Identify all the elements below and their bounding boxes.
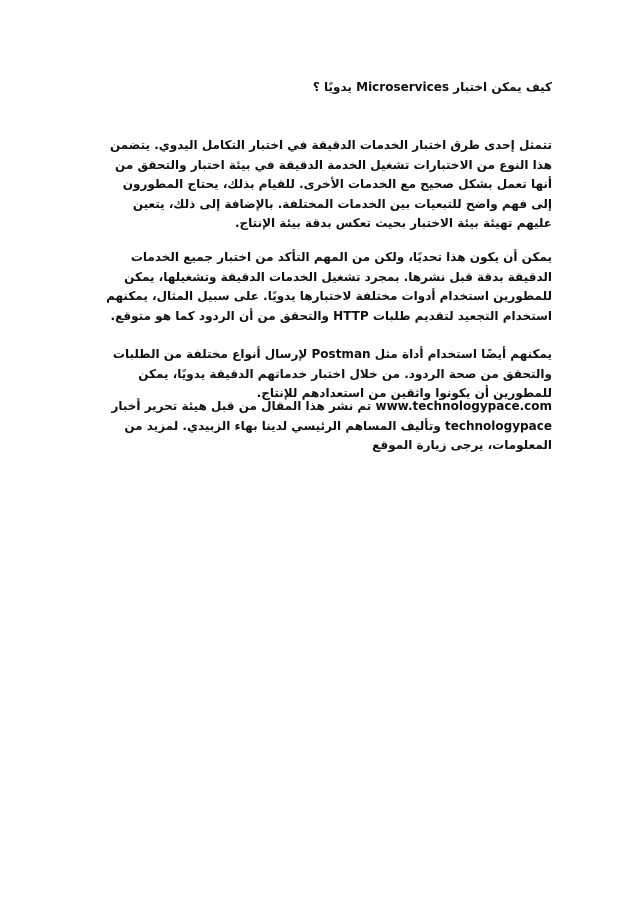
paragraph3-term: Postman [311,347,371,361]
paragraph-manual-tools [98,248,552,326]
heading-before: كيف يمكن اختبار [453,80,552,94]
paragraph2-term: HTTP [333,308,369,323]
paragraph4-after: وتأليف المساهم الرئيسي لدينا بهاء الزبيدي. لمزيد من المعلومات، يرجى زيارة الموقع [124,418,552,452]
heading-term: Microservices [356,80,449,94]
document-heading [98,78,552,98]
heading-after: يدويًا ؟ [312,80,352,94]
paragraph-publisher-note [98,397,552,456]
paragraph-postman [98,345,552,404]
publisher-site: www.technologypace.com [375,399,552,413]
paragraph2-before: يمكن أن يكون هذا تحديًا، ولكن من المهم التأكد من اختبار جميع الخدمات الدقيقة بدقة قبل نشرها. بمجرد تشغيل الخدمات الدقيقة وتشغيلها، يمكن للمطورين استخدام أدوات مختلفة لاختبارها يدويًا. على سبيل المثال، يمكنهم استخدام التجعيد لتقديم طلبات [106,250,552,323]
publisher-brand: technologypace [444,418,552,433]
paragraph3-after: لإرسال أنواع مختلفة من الطلبات والتحقق من صحة الردود. من خلال اختبار خدماتهم الدقيقة يدويًا، يمكن للمطورين أن يكونوا واثقين من استعدادهم للإنتاج. [112,347,552,400]
paragraph2-after: والتحقق من أن الردود كما هو متوقع. [110,308,329,323]
paragraph-integration-testing: تتمثل إحدى طرق اختبار الخدمات الدقيقة في اختبار التكامل اليدوي. يتضمن هذا النوع من الاختبارات تشغيل الخدمة الدقيقة في بيئة اختبار والتحقق من أنها تعمل بشكل صحيح مع الخدمات الأخرى. للقيام بذلك، يحتاج المطورون إلى فهم واضح للتبعيات بين الخدمات المختلفة. بالإضافة إلى ذلك، يتعين عليهم تهيئة بيئة الاختبار بحيث تعكس بدقة بيئة الإنتاج. [109,138,552,230]
paragraph3-before: يمكنهم أيضًا استخدام أداة مثل [374,347,552,361]
paragraph4-middle: تم نشر هذا المقال من قبل هيئة تحرير أخبار [111,399,372,413]
